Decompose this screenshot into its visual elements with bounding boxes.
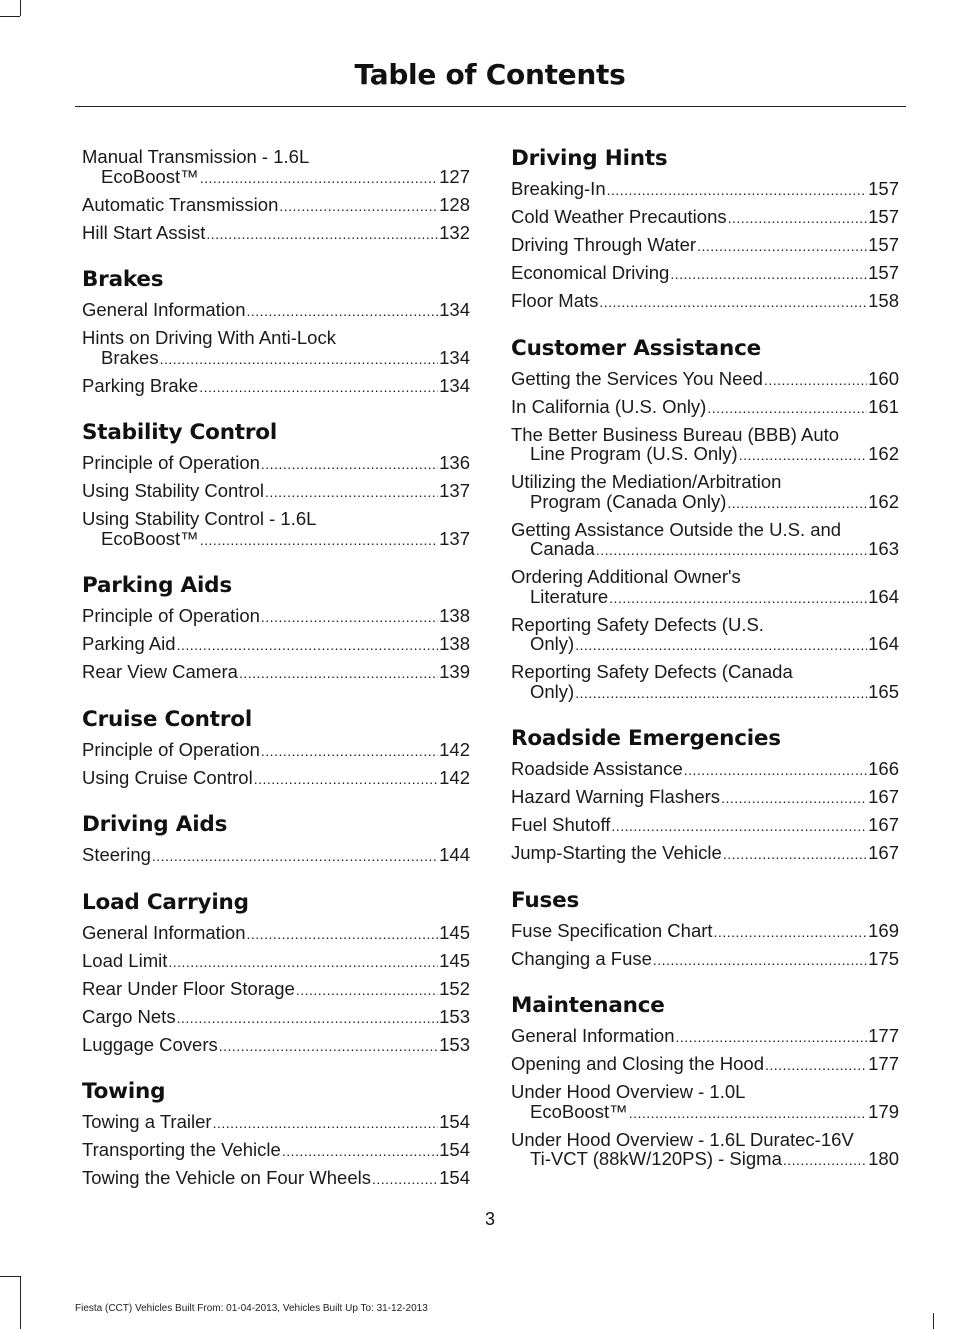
entry-title: Economical Driving bbox=[511, 262, 670, 283]
toc-section bbox=[82, 419, 470, 550]
section-heading: Driving Hints bbox=[511, 146, 668, 171]
toc-entry[interactable] bbox=[82, 845, 470, 867]
dot-leader bbox=[279, 195, 438, 217]
entry-title: Line Program (U.S. Only) bbox=[530, 443, 738, 464]
dot-leader bbox=[247, 300, 439, 322]
entry-title: Transporting the Vehicle bbox=[82, 1139, 281, 1160]
dot-leader bbox=[714, 921, 868, 943]
entry-title: In California (U.S. Only) bbox=[511, 395, 707, 417]
entry-page-number: 139 bbox=[439, 661, 470, 682]
dot-leader bbox=[206, 223, 438, 245]
dot-leader bbox=[199, 376, 438, 398]
toc-entry[interactable] bbox=[511, 425, 899, 466]
dot-leader bbox=[261, 740, 438, 762]
toc-section bbox=[511, 335, 899, 704]
entry-title: Cold Weather Precautions bbox=[511, 206, 727, 227]
dot-leader bbox=[599, 291, 867, 313]
toc-right-column bbox=[511, 145, 899, 1193]
toc-entry[interactable] bbox=[511, 263, 899, 285]
toc-entry[interactable] bbox=[82, 979, 470, 1001]
entry-title: Principle of Operation bbox=[82, 605, 260, 626]
entry-title: Parking Aid bbox=[82, 633, 176, 654]
entry-page-number: 167 bbox=[868, 786, 899, 807]
entry-title-line: Reporting Safety Defects (Canada bbox=[511, 661, 793, 682]
dot-leader bbox=[219, 1035, 438, 1057]
entry-title-line: Under Hood Overview - 1.0L bbox=[511, 1081, 746, 1102]
toc-entry[interactable] bbox=[82, 1140, 470, 1162]
entry-title-line: Reporting Safety Defects (U.S. bbox=[511, 613, 764, 635]
dot-leader bbox=[575, 634, 867, 656]
dot-leader bbox=[160, 348, 439, 370]
dot-leader bbox=[265, 481, 438, 503]
entry-title: Floor Mats bbox=[511, 290, 599, 311]
entry-page-number: 154 bbox=[439, 1139, 470, 1160]
dot-leader bbox=[607, 179, 868, 201]
entry-title-line: The Better Business Bureau (BBB) Auto bbox=[511, 423, 840, 445]
toc-entry[interactable] bbox=[82, 634, 470, 656]
toc-entry[interactable] bbox=[511, 472, 899, 513]
crop-mark bbox=[0, 1276, 20, 1277]
toc-entry[interactable] bbox=[511, 843, 899, 865]
section-heading: Stability Control bbox=[82, 420, 278, 445]
entry-page-number: 145 bbox=[439, 921, 470, 943]
dot-leader bbox=[721, 787, 867, 809]
dot-leader bbox=[200, 529, 438, 551]
toc-entry[interactable] bbox=[82, 328, 470, 369]
page-title: Table of Contents bbox=[354, 58, 626, 91]
dot-leader bbox=[728, 207, 868, 229]
dot-leader bbox=[296, 979, 438, 1001]
toc-entry[interactable] bbox=[511, 662, 899, 703]
dot-leader bbox=[707, 397, 867, 419]
entry-page-number: 166 bbox=[868, 758, 899, 779]
entry-page-number: 154 bbox=[439, 1167, 470, 1188]
crop-mark bbox=[20, 0, 21, 16]
entry-page-number: 145 bbox=[439, 949, 470, 971]
section-heading: Cruise Control bbox=[82, 706, 252, 732]
dot-leader bbox=[611, 815, 867, 837]
dot-leader bbox=[676, 1026, 868, 1048]
entry-title: Literature bbox=[530, 585, 609, 607]
toc-entry[interactable] bbox=[82, 300, 470, 322]
entry-page-number: 132 bbox=[439, 221, 470, 243]
entry-page-number: 164 bbox=[868, 633, 899, 654]
crop-mark bbox=[20, 1276, 21, 1329]
entry-title: EcoBoost™ bbox=[101, 165, 199, 187]
entry-title: Ti-VCT (88kW/120PS) - Sigma bbox=[530, 1148, 782, 1169]
entry-page-number: 153 bbox=[439, 1005, 470, 1027]
dot-leader bbox=[200, 167, 438, 189]
entry-page-number: 128 bbox=[439, 193, 470, 215]
toc-entry[interactable] bbox=[82, 606, 470, 628]
entry-page-number: 152 bbox=[439, 977, 470, 999]
toc-left-column bbox=[82, 147, 470, 1212]
dot-leader bbox=[783, 1149, 867, 1171]
dot-leader bbox=[213, 1112, 439, 1134]
toc-section bbox=[82, 706, 470, 790]
entry-title: Opening and Closing the Hood bbox=[511, 1053, 765, 1074]
entry-title: Luggage Covers bbox=[82, 1033, 218, 1055]
dot-leader bbox=[670, 263, 867, 285]
entry-title: Only) bbox=[530, 680, 575, 702]
toc-entry[interactable] bbox=[82, 923, 470, 945]
toc-entry[interactable] bbox=[511, 235, 899, 257]
entry-page-number: 161 bbox=[868, 395, 899, 417]
toc-section bbox=[82, 1078, 470, 1190]
dot-leader bbox=[247, 923, 439, 945]
toc-entry[interactable] bbox=[82, 1007, 470, 1029]
section-heading: Brakes bbox=[82, 267, 164, 292]
toc-entry[interactable] bbox=[511, 291, 899, 313]
entry-page-number: 127 bbox=[439, 165, 470, 187]
entry-page-number: 137 bbox=[439, 527, 470, 549]
dot-leader bbox=[727, 492, 867, 514]
entry-page-number: 177 bbox=[868, 1053, 899, 1074]
entry-page-number: 158 bbox=[868, 290, 899, 311]
entry-page-number: 164 bbox=[868, 585, 899, 607]
entry-title: Fuel Shutoff bbox=[511, 814, 611, 835]
toc-entry[interactable] bbox=[82, 740, 470, 762]
toc-entry[interactable] bbox=[511, 759, 899, 781]
dot-leader bbox=[177, 634, 439, 656]
toc-entry[interactable] bbox=[82, 223, 470, 245]
toc-entry[interactable] bbox=[511, 1054, 899, 1076]
toc-entry[interactable] bbox=[511, 207, 899, 229]
toc-entry[interactable] bbox=[511, 520, 899, 561]
toc-section bbox=[511, 145, 899, 313]
section-heading: Fuses bbox=[511, 887, 580, 913]
entry-page-number: 138 bbox=[439, 633, 470, 654]
entry-title: Only) bbox=[530, 633, 575, 654]
entry-page-number: 136 bbox=[439, 452, 470, 473]
footer-text: Fiesta (CCT) Vehicles Built From: 01-04-2013, Vehicles Built Up To: 31-12-2013 bbox=[75, 1303, 428, 1314]
entry-page-number: 138 bbox=[439, 605, 470, 626]
toc-entry[interactable] bbox=[82, 147, 470, 188]
entry-page-number: 177 bbox=[868, 1025, 899, 1046]
toc-section bbox=[82, 811, 470, 867]
toc-entry[interactable] bbox=[511, 787, 899, 809]
dot-leader bbox=[653, 949, 867, 971]
entry-page-number: 134 bbox=[439, 374, 470, 396]
dot-leader bbox=[739, 444, 867, 466]
entry-title: Towing a Trailer bbox=[82, 1111, 212, 1132]
dot-leader bbox=[723, 843, 867, 865]
toc-entry[interactable] bbox=[511, 949, 899, 971]
dot-leader bbox=[261, 453, 438, 475]
toc-entry[interactable] bbox=[82, 1112, 470, 1134]
entry-title: Brakes bbox=[101, 346, 159, 368]
toc-entry[interactable] bbox=[82, 768, 470, 790]
entry-title-line: Getting Assistance Outside the U.S. and bbox=[511, 518, 842, 540]
entry-page-number: 160 bbox=[868, 367, 899, 389]
toc-entry[interactable] bbox=[511, 1026, 899, 1048]
entry-page-number: 142 bbox=[439, 738, 470, 760]
entry-title: EcoBoost™ bbox=[530, 1100, 628, 1122]
entry-page-number: 157 bbox=[868, 206, 899, 227]
crop-mark bbox=[0, 16, 20, 17]
section-heading: Parking Aids bbox=[82, 573, 232, 598]
entry-title: Changing a Fuse bbox=[511, 947, 652, 969]
section-heading: Roadside Emergencies bbox=[511, 726, 781, 751]
section-heading: Towing bbox=[82, 1079, 166, 1104]
entry-page-number: 142 bbox=[439, 766, 470, 788]
toc-entry[interactable] bbox=[82, 481, 470, 503]
toc-entry[interactable] bbox=[511, 567, 899, 608]
entry-title-line: Using Stability Control - 1.6L bbox=[82, 508, 317, 529]
entry-page-number: 134 bbox=[439, 299, 470, 320]
toc-entry[interactable] bbox=[511, 1082, 899, 1123]
toc-entry[interactable] bbox=[82, 1168, 470, 1190]
toc-section bbox=[82, 266, 470, 397]
entry-title: Driving Through Water bbox=[511, 234, 697, 255]
entry-title: General Information bbox=[82, 921, 246, 943]
toc-entry[interactable] bbox=[511, 815, 899, 837]
entry-page-number: 179 bbox=[868, 1100, 899, 1122]
toc-section bbox=[511, 725, 899, 865]
entry-title: Automatic Transmission bbox=[82, 193, 279, 215]
entry-title: Principle of Operation bbox=[82, 452, 260, 473]
entry-title: Hill Start Assist bbox=[82, 221, 206, 243]
toc-entry[interactable] bbox=[82, 509, 470, 550]
entry-title: Using Cruise Control bbox=[82, 766, 253, 788]
toc-section bbox=[82, 147, 470, 244]
entry-page-number: 162 bbox=[868, 490, 899, 512]
entry-page-number: 169 bbox=[868, 919, 899, 941]
toc-entry[interactable] bbox=[511, 369, 899, 391]
entry-page-number: 167 bbox=[868, 842, 899, 863]
dot-leader bbox=[282, 1140, 438, 1162]
page-number: 3 bbox=[484, 1209, 495, 1229]
entry-title: Rear View Camera bbox=[82, 661, 238, 682]
entry-title: Program (Canada Only) bbox=[530, 490, 727, 512]
entry-page-number: 175 bbox=[868, 947, 899, 969]
entry-title: Breaking-In bbox=[511, 178, 606, 199]
entry-title: Jump-Starting the Vehicle bbox=[511, 842, 722, 863]
entry-title: Parking Brake bbox=[82, 374, 199, 396]
entry-title-line: Manual Transmission - 1.6L bbox=[82, 146, 310, 167]
dot-leader bbox=[629, 1102, 867, 1124]
entry-page-number: 144 bbox=[439, 844, 470, 865]
entry-title: Hazard Warning Flashers bbox=[511, 786, 721, 807]
toc-entry[interactable] bbox=[82, 195, 470, 217]
entry-page-number: 137 bbox=[439, 480, 470, 501]
entry-title: Cargo Nets bbox=[82, 1005, 176, 1027]
title-divider bbox=[75, 106, 906, 107]
toc-section bbox=[511, 887, 899, 971]
section-heading: Customer Assistance bbox=[511, 335, 762, 361]
section-heading: Driving Aids bbox=[82, 812, 228, 837]
section-heading: Maintenance bbox=[511, 993, 665, 1018]
toc-entry[interactable] bbox=[82, 453, 470, 475]
toc-entry[interactable] bbox=[82, 951, 470, 973]
toc-entry[interactable] bbox=[511, 179, 899, 201]
dot-leader bbox=[764, 369, 867, 391]
dot-leader bbox=[152, 845, 438, 867]
toc-entry[interactable] bbox=[511, 397, 899, 419]
dot-leader bbox=[596, 539, 867, 561]
section-heading: Load Carrying bbox=[82, 889, 249, 915]
dot-leader bbox=[177, 1007, 439, 1029]
toc-section bbox=[511, 992, 899, 1171]
dot-leader bbox=[609, 587, 867, 609]
entry-title: General Information bbox=[511, 1025, 675, 1046]
toc-section bbox=[82, 889, 470, 1057]
entry-title: Rear Under Floor Storage bbox=[82, 977, 295, 999]
entry-title: Principle of Operation bbox=[82, 738, 260, 760]
entry-title: Using Stability Control bbox=[82, 480, 264, 501]
dot-leader bbox=[765, 1054, 867, 1076]
entry-page-number: 134 bbox=[439, 346, 470, 368]
entry-title: Towing the Vehicle on Four Wheels bbox=[82, 1167, 371, 1188]
entry-title: Canada bbox=[530, 538, 595, 559]
dot-leader bbox=[372, 1168, 438, 1190]
entry-title: Fuse Specification Chart bbox=[511, 919, 713, 941]
entry-page-number: 180 bbox=[868, 1148, 899, 1169]
entry-title: EcoBoost™ bbox=[101, 527, 199, 549]
toc-entry[interactable] bbox=[82, 662, 470, 684]
entry-page-number: 154 bbox=[439, 1111, 470, 1132]
dot-leader bbox=[168, 951, 438, 973]
dot-leader bbox=[697, 235, 867, 257]
toc-entry[interactable] bbox=[82, 376, 470, 398]
entry-title: Roadside Assistance bbox=[511, 758, 683, 779]
entry-page-number: 162 bbox=[868, 443, 899, 464]
dot-leader bbox=[261, 606, 438, 628]
entry-page-number: 165 bbox=[868, 680, 899, 702]
entry-title: General Information bbox=[82, 299, 246, 320]
toc-entry[interactable] bbox=[511, 1130, 899, 1171]
entry-page-number: 157 bbox=[868, 262, 899, 283]
entry-page-number: 157 bbox=[868, 234, 899, 255]
entry-title: Getting the Services You Need bbox=[511, 367, 763, 389]
crop-mark bbox=[933, 1313, 934, 1329]
entry-page-number: 163 bbox=[868, 538, 899, 559]
dot-leader bbox=[239, 662, 438, 684]
entry-title-line: Utilizing the Mediation/Arbitration bbox=[511, 471, 782, 492]
entry-title-line: Hints on Driving With Anti-Lock bbox=[82, 327, 336, 348]
dot-leader bbox=[575, 682, 867, 704]
toc-section bbox=[82, 572, 470, 684]
entry-page-number: 157 bbox=[868, 178, 899, 199]
entry-title: Steering bbox=[82, 844, 151, 865]
toc-entry[interactable] bbox=[511, 921, 899, 943]
toc-entry[interactable] bbox=[511, 615, 899, 656]
dot-leader bbox=[684, 759, 867, 781]
entry-title-line: Ordering Additional Owner's bbox=[511, 566, 741, 587]
dot-leader bbox=[254, 768, 438, 790]
entry-page-number: 153 bbox=[439, 1033, 470, 1055]
toc-entry[interactable] bbox=[82, 1035, 470, 1057]
entry-title-line: Under Hood Overview - 1.6L Duratec-16V bbox=[511, 1128, 854, 1150]
entry-page-number: 167 bbox=[868, 814, 899, 835]
entry-title: Load Limit bbox=[82, 949, 168, 971]
